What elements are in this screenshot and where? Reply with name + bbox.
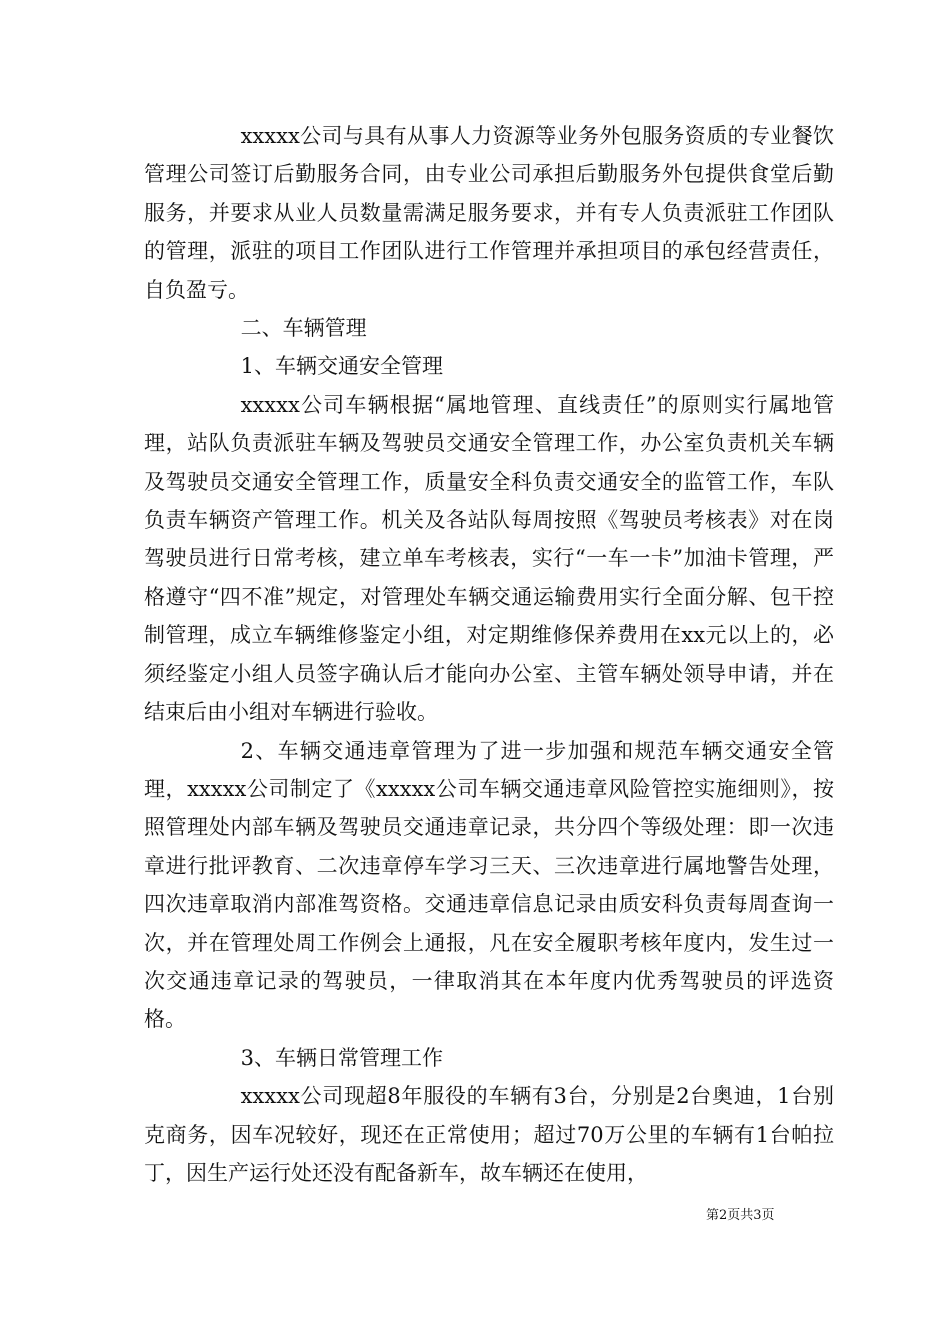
subheading-traffic-safety: 1、车辆交通安全管理 xyxy=(240,354,443,379)
paragraph-traffic-safety: xxxxx公司车辆根据“属地管理、直线责任”的原则实行属地管理，站队负责派驻车辆及驾驶员交通安全管理工作，办公室负责机关车辆及驾驶员交通安全管理工作，质量安全科负责交通安全的监管工作，车队负责车辆资产管理工作。机关及各站队每周按照《驾驶员考核表》对在岗驾驶员进行日常考核，建立单车考核表，实行“一车一卡”加油卡管理，严格遵守“四不准”规定，对管理处车辆交通运输费用实行全面分解、包干控制管理，成立车辆维修鉴定小组，对定期维修保养费用在xx元以上的，必须经鉴定小组人员签字确认后才能向办公室、主管车辆处领导申请，并在结束后由小组对车辆进行验收。 xyxy=(144,392,834,725)
document-body xyxy=(144,117,834,1192)
paragraph-daily-management: xxxxx公司现超8年服役的车辆有3台，分别是2台奥迪，1台别克商务，因车况较好，现还在正常使用；超过70万公里的车辆有1台帕拉丁，因生产运行处还没有配备新车，故车辆还在使用， xyxy=(144,1084,834,1185)
subheading-daily-management: 3、车辆日常管理工作 xyxy=(240,1045,443,1070)
page-number-footer: 第2页共3页 xyxy=(706,1208,775,1223)
section-heading-vehicle-management: 二、车辆管理 xyxy=(240,316,367,341)
paragraph-catering-outsourcing: xxxxx公司与具有从事人力资源等业务外包服务资质的专业餐饮管理公司签订后勤服务合同，由专业公司承担后勤服务外包提供食堂后勤服务，并要求从业人员数量需满足服务要求，并有专人负责派驻工作团队的管理，派驻的项目工作团队进行工作管理并承担项目的承包经营责任，自负盈亏。 xyxy=(144,124,834,302)
paragraph-traffic-violation: 2、车辆交通违章管理为了进一步加强和规范车辆交通安全管理，xxxxx公司制定了《xxxxx公司车辆交通违章风险管控实施细则》，按照管理处内部车辆及驾驶员交通违章记录，共分四个等级处理：即一次违章进行批评教育、二次违章停车学习三天、三次违章进行属地警告处理，四次违章取消内部准驾资格。交通违章信息记录由质安科负责每周查询一次，并在管理处周工作例会上通报，凡在安全履职考核年度内，发生过一次交通违章记录的驾驶员，一律取消其在本年度内优秀驾驶员的评选资格。 xyxy=(144,738,834,1032)
